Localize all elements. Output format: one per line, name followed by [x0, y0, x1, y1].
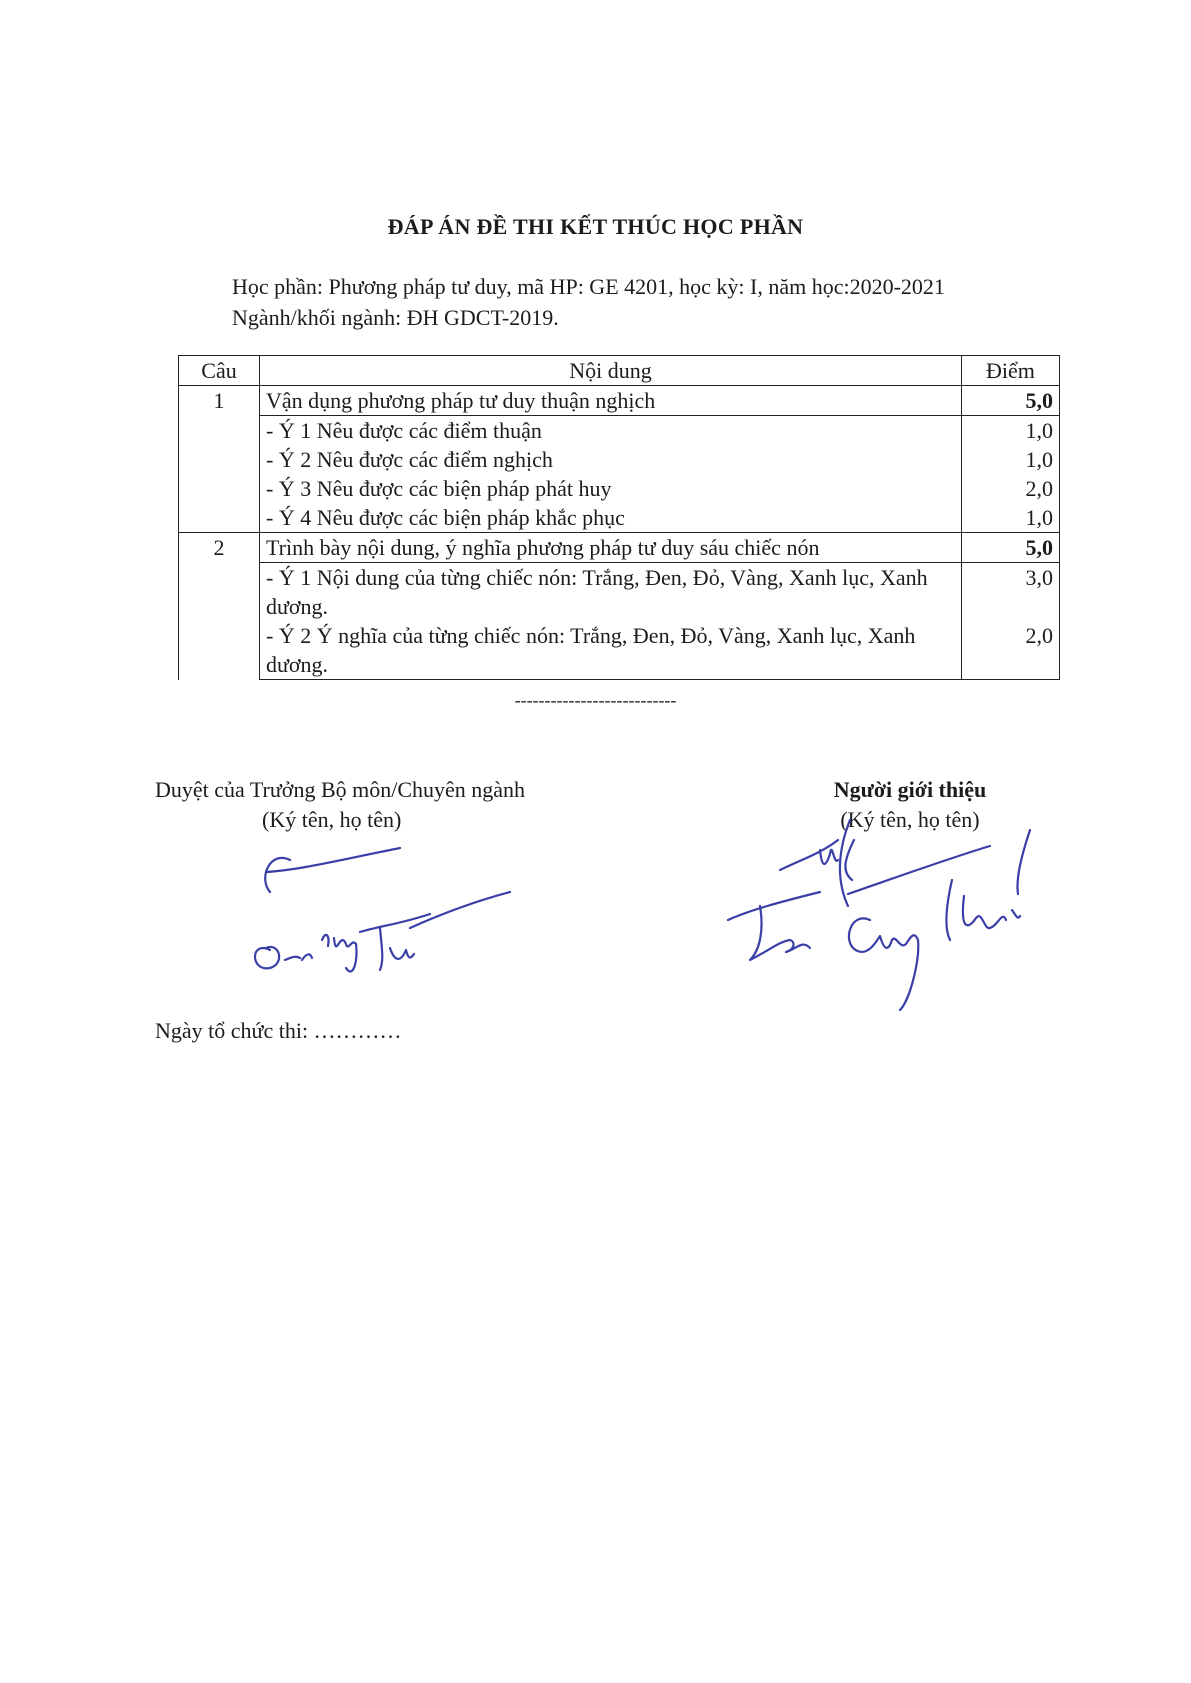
- table-header-row: [179, 356, 1060, 386]
- question-1-item-3: - Ý 3 Nêu được các biện pháp phát huy: [266, 476, 612, 501]
- header-cau: Câu: [179, 356, 260, 386]
- left-handwritten-signature: [230, 840, 530, 990]
- question-2-heading-row: [179, 533, 1060, 563]
- question-1-heading-row: [179, 386, 1060, 416]
- question-1-item-2-score: 1,0: [1025, 447, 1053, 472]
- question-1-item-scores: [962, 416, 1060, 533]
- question-1-item-4-score: 1,0: [1025, 505, 1053, 530]
- major-info-line: Ngành/khối ngành: ĐH GDCT-2019.: [232, 305, 559, 330]
- left-signer-role: Duyệt của Trưởng Bộ môn/Chuyên ngành: [155, 777, 526, 802]
- question-2-score: 5,0: [962, 533, 1060, 563]
- question-1-items-row: [179, 416, 1060, 533]
- separator-line: ---------------------------: [514, 690, 677, 710]
- right-signer-role: Người giới thiệu: [833, 777, 987, 802]
- header-content: Nội dung: [260, 356, 962, 386]
- document-title: ĐÁP ÁN ĐỀ THI KẾT THÚC HỌC PHẦN: [387, 214, 804, 239]
- question-2-item-2-score: 2,0: [1025, 623, 1053, 648]
- exam-date-line: Ngày tổ chức thi: …………: [155, 1018, 402, 1043]
- question-1-items: [260, 416, 962, 533]
- course-info-line: Học phần: Phương pháp tư duy, mã HP: GE 4201, học kỳ: I, năm học:2020-2021: [232, 274, 945, 299]
- question-2-item-1: - Ý 1 Nội dung của từng chiếc nón: Trắng, Đen, Đỏ, Vàng, Xanh lục, Xanh dương.: [266, 565, 928, 619]
- question-2-items-row: [179, 563, 1060, 680]
- question-2-item-2: - Ý 2 Ý nghĩa của từng chiếc nón: Trắng, Đen, Đỏ, Vàng, Xanh lục, Xanh dương.: [266, 623, 916, 677]
- grading-table: [178, 355, 1060, 680]
- right-handwritten-signature: [720, 810, 1060, 1030]
- question-2-number: 2: [179, 533, 260, 680]
- question-1-item-4: - Ý 4 Nêu được các biện pháp khắc phục: [266, 505, 625, 530]
- question-1-item-1: - Ý 1 Nêu được các điểm thuận: [266, 418, 542, 443]
- question-2-item-scores: [962, 563, 1060, 680]
- left-signature-block: [155, 777, 625, 833]
- left-signer-hint: (Ký tên, họ tên): [262, 807, 402, 832]
- question-2-heading: Trình bày nội dung, ý nghĩa phương pháp tư duy sáu chiếc nón: [260, 533, 962, 563]
- question-1-item-2: - Ý 2 Nêu được các điểm nghịch: [266, 447, 553, 472]
- header-diem: Điểm: [962, 356, 1060, 386]
- question-1-item-3-score: 2,0: [1025, 476, 1053, 501]
- question-1-item-1-score: 1,0: [1025, 418, 1053, 443]
- question-1-score: 5,0: [962, 386, 1060, 416]
- right-signer-hint: (Ký tên, họ tên): [840, 807, 980, 832]
- question-1-heading: Vận dụng phương pháp tư duy thuận nghịch: [260, 386, 962, 416]
- question-2-item-1-score: 3,0: [1025, 565, 1053, 590]
- question-1-number: 1: [179, 386, 260, 533]
- question-2-items: [260, 563, 962, 680]
